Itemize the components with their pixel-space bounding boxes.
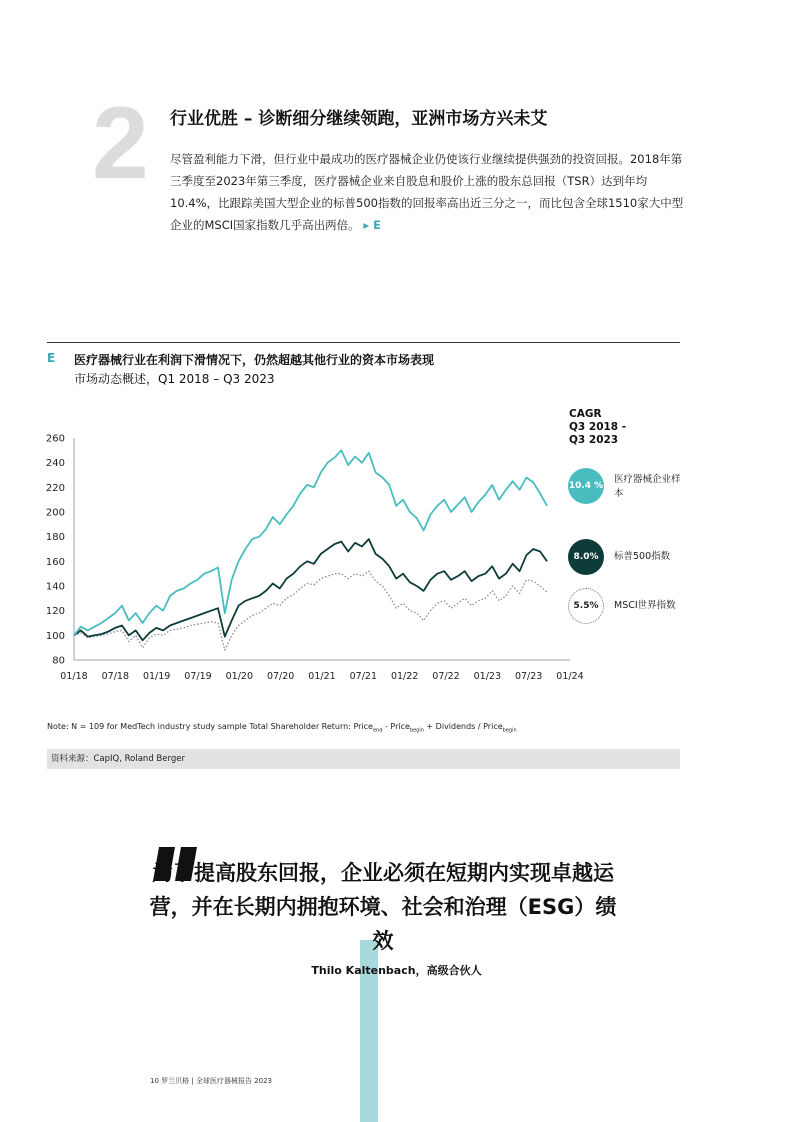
y-tick-label: 120 xyxy=(45,606,65,618)
cagr-badge-sp500: 8.0% xyxy=(568,539,604,575)
cagr-badge-medtech: 10.4 % xyxy=(568,468,604,504)
legend-label-medtech: 医疗器械企业样本 xyxy=(614,474,681,499)
source-bar: 资料来源：CapIQ, Roland Berger xyxy=(47,749,680,769)
figure-title: 医疗器械行业在利润下滑情况下，仍然超越其他行业的资本市场表现 xyxy=(74,353,435,367)
y-tick-label: 200 xyxy=(45,507,65,519)
series-line-0 xyxy=(74,450,547,635)
x-tick-label: 07/19 xyxy=(184,671,212,682)
x-tick-label: 01/22 xyxy=(390,671,419,682)
x-tick-label: 01/20 xyxy=(225,671,254,682)
figure-subtitle: 市场动态概述，Q1 2018 – Q3 2023 xyxy=(74,372,275,386)
x-tick-label: 01/24 xyxy=(556,671,584,682)
quote-attribution: Thilo Kaltenbach，高级合伙人 xyxy=(311,964,482,977)
x-tick-label: 01/21 xyxy=(308,671,336,682)
cagr-heading-line: CAGR xyxy=(569,408,602,420)
page-footer: 10 罗兰贝格 | 全球医疗器械报告 2023 xyxy=(150,1077,272,1085)
section-title: 行业优胜 – 诊断细分继续领跑，亚洲市场方兴未艾 xyxy=(170,109,548,129)
y-tick-label: 240 xyxy=(45,458,65,470)
figure-divider xyxy=(47,342,680,343)
cagr-heading xyxy=(569,408,626,447)
x-tick-label: 01/18 xyxy=(60,671,88,682)
figure-note xyxy=(47,722,517,734)
section-body-text: 尽管盈利能力下滑，但行业中最成功的医疗器械企业仍使该行业继续提供强劲的投资回报。2018年第三季度至2023年第三季度，医疗器械企业来自股息和股价上涨的股东总回报（TSR）达到年均10.4%，比跟踪美国大型企业的标普500指数的回报率高出近三分之一，而比包含全球1510家大中型企业的MSCI国家指数几乎高出两倍。 xyxy=(170,152,684,232)
y-tick-label: 260 xyxy=(45,433,65,445)
cagr-badge-msci: 5.5% xyxy=(568,588,604,624)
line-chart xyxy=(0,400,620,700)
legend-label-msci: MSCI世界指数 xyxy=(614,600,676,611)
y-tick-label: 140 xyxy=(45,581,65,593)
note-text: - Price xyxy=(382,722,410,731)
x-tick-label: 07/21 xyxy=(349,671,378,682)
y-tick-label: 160 xyxy=(45,556,65,568)
pull-quote: 为了提高股东回报，企业必须在短期内实现卓越运营，并在长期内拥抱环境、社会和治理（ESG）绩效 xyxy=(149,861,617,953)
x-tick-label: 07/18 xyxy=(101,671,130,682)
x-tick-label: 07/23 xyxy=(514,671,543,682)
legend-label-sp500: 标普500指数 xyxy=(614,551,671,562)
note-text: Note: N = 109 for MedTech industry study sample Total Shareholder Return: Price xyxy=(47,722,373,731)
series-line-1 xyxy=(74,539,547,640)
note-subscript: end xyxy=(372,727,383,734)
cagr-heading-line: Q3 2023 xyxy=(569,434,619,446)
cagr-heading-line: Q3 2018 - xyxy=(569,421,627,433)
figure-letter: E xyxy=(47,351,56,365)
section-number: 2 xyxy=(92,86,149,200)
note-text: + Dividends / Price xyxy=(423,722,503,731)
figure-reference-link[interactable]: ▸ E xyxy=(363,218,381,232)
y-tick-label: 80 xyxy=(52,655,65,667)
x-tick-label: 01/19 xyxy=(142,671,171,682)
x-tick-label: 01/23 xyxy=(473,671,502,682)
note-subscript: begin xyxy=(502,727,517,734)
x-tick-label: 07/20 xyxy=(266,671,295,682)
section-body xyxy=(170,148,690,236)
y-tick-label: 220 xyxy=(45,482,65,494)
note-subscript: begin xyxy=(409,727,424,734)
x-tick-label: 07/22 xyxy=(432,671,460,682)
y-tick-label: 100 xyxy=(45,630,65,642)
y-tick-label: 180 xyxy=(45,532,65,544)
